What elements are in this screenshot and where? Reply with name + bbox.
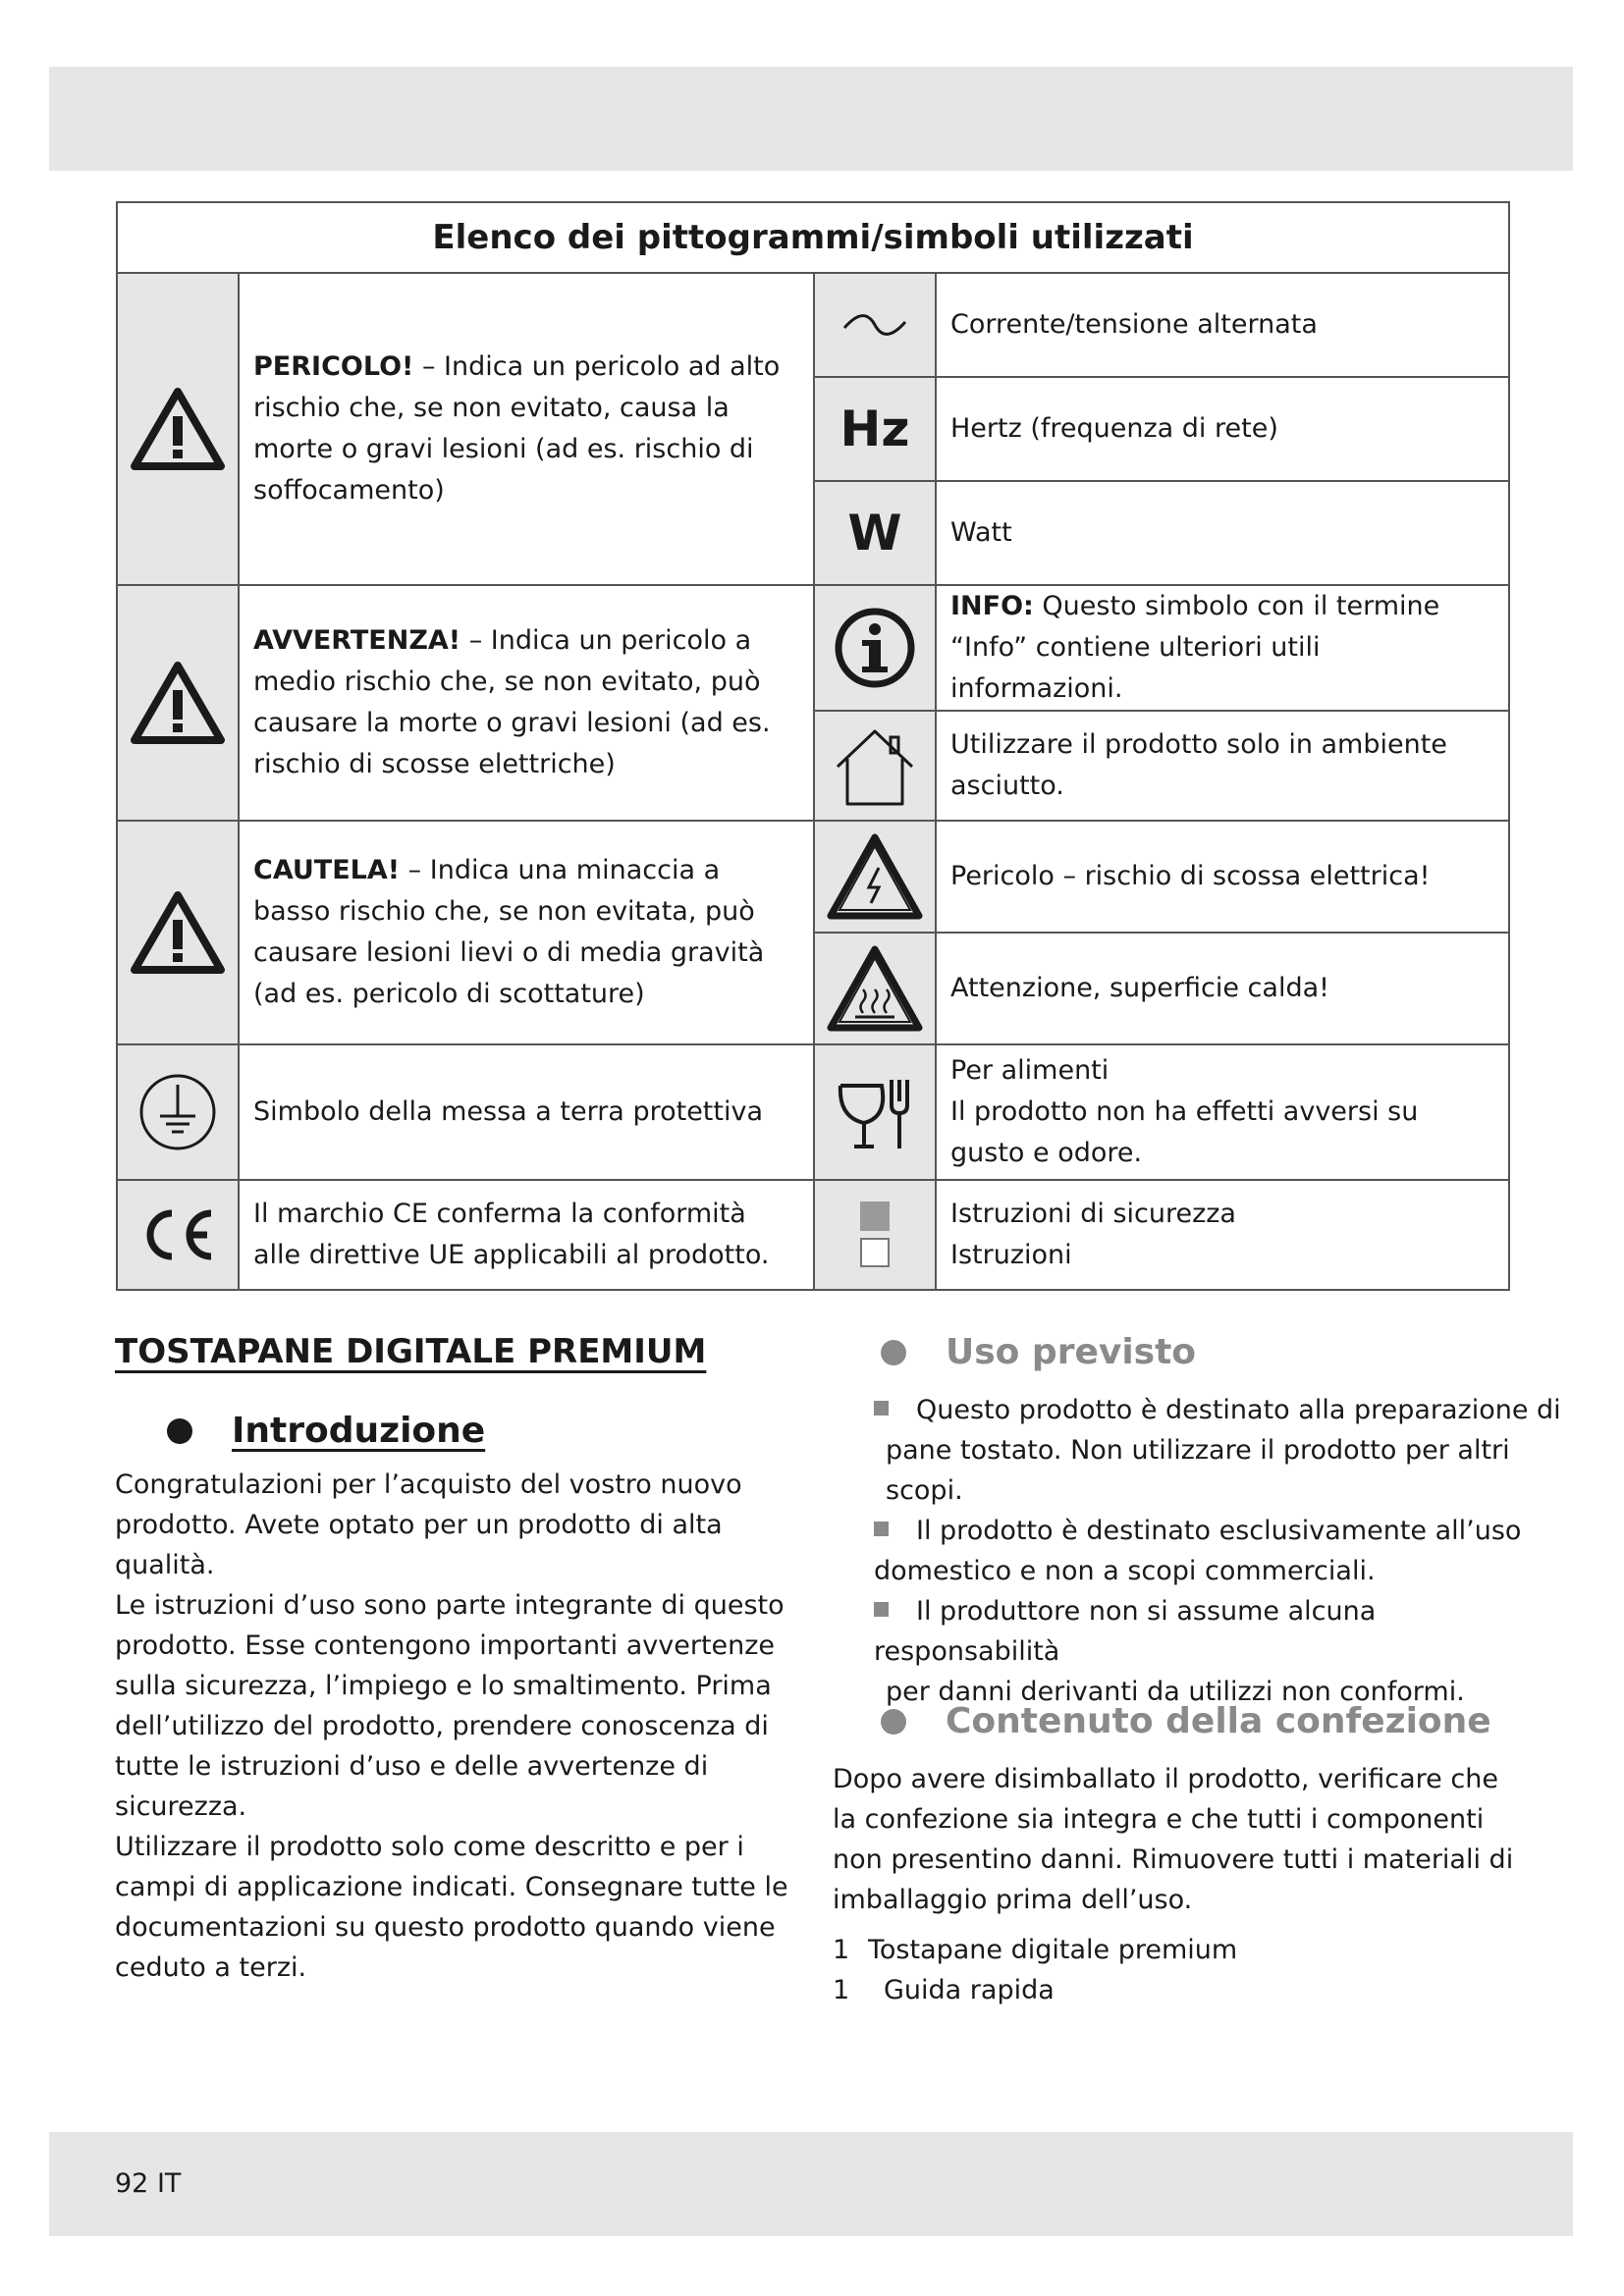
use-bullet-1: Questo prodotto è destinato alla preparazione di pane tostato. Non utilizzare il prodotto per altri scopi. <box>874 1390 1561 1511</box>
square-bullet-icon <box>874 1401 889 1415</box>
info-description: INFO: Questo simbolo con il termine “Info” contiene ulteriori utili informazioni. <box>936 585 1509 711</box>
danger-description: PERICOLO! – Indica un pericolo ad alto rischio che, se non evitato, causa la morte o gravi lesioni (ad es. rischio di soffocamento) <box>239 273 814 585</box>
instruction-squares-icon <box>814 1180 936 1290</box>
contents-item: 1 Guida rapida <box>833 1975 1055 2005</box>
use-bullet-3: Il produttore non si assume alcuna responsabilità per danni derivanti da utilizzi non conformi. <box>874 1596 1465 1707</box>
footer-band <box>49 2132 1573 2236</box>
alternating-current-icon <box>814 273 936 377</box>
package-contents-heading: Contenuto della confezione <box>881 1701 1491 1741</box>
hertz-description: Hertz (frequenza di rete) <box>936 377 1509 481</box>
watt-description: Watt <box>936 481 1509 585</box>
product-heading: TOSTAPANE DIGITALE PREMIUM <box>115 1332 707 1371</box>
page-number: 92 IT <box>115 2168 182 2199</box>
protective-earth-icon <box>117 1044 239 1180</box>
info-icon <box>814 585 936 711</box>
caution-icon <box>117 821 239 1044</box>
instructions-description: Istruzioni di sicurezza Istruzioni <box>936 1180 1509 1290</box>
square-bullet-icon <box>874 1602 889 1617</box>
indoor-description: Utilizzare il prodotto solo in ambiente asciutto. <box>936 711 1509 821</box>
shock-description: Pericolo – rischio di scossa elettrica! <box>936 821 1509 933</box>
intended-use-heading: Uso previsto <box>881 1332 1196 1372</box>
watt-icon: W <box>814 481 936 585</box>
table-title: Elenco dei pittogrammi/simboli utilizzati <box>117 202 1509 273</box>
danger-warning-icon <box>117 273 239 585</box>
header-band <box>49 67 1573 171</box>
bullet-dot-icon <box>167 1418 192 1444</box>
bullet-dot-icon <box>881 1340 906 1365</box>
hertz-icon: Hz <box>814 377 936 481</box>
intro-paragraph: Congratulazioni per l’acquisto del vostro nuovo prodotto. Avete optato per un prodotto di alta qualità. Le istruzioni d’uso sono parte integrante di questo prodotto. Esse contengono importanti avvertenze sulla sicurezza, l’impiego e lo smaltimento. Prima dell’utilizzo del prodotto, prendere conoscenza di tutte le istruzioni d’uso e delle avvertenze di sicurezza. Utilizzare il prodotto solo come descritto e per i campi di applicazione indicati. Consegnare tutte le documentazioni su questo prodotto quando viene ceduto a terzi. <box>115 1469 788 1983</box>
contents-item: 1 Tostapane digitale premium <box>833 1935 1238 1965</box>
earth-description: Simbolo della messa a terra protettiva <box>239 1044 814 1180</box>
ce-description: Il marchio CE conferma la conformità alle direttive UE applicabili al prodotto. <box>239 1180 814 1290</box>
use-bullet-2: Il prodotto è destinato esclusivamente all’uso domestico e non a scopi commerciali. <box>874 1516 1522 1586</box>
intro-heading: Introduzione <box>167 1411 485 1451</box>
contents-paragraph: Dopo avere disimballato il prodotto, verificare che la confezione sia integra e che tutti i componenti non presentino danni. Rimuovere tutti i materiali di imballaggio prima dell’uso. <box>833 1764 1514 1915</box>
warning-icon <box>117 585 239 821</box>
food-description: Per alimenti Il prodotto non ha effetti avversi su gusto e odore. <box>936 1044 1509 1180</box>
pictogram-table <box>116 201 1510 1291</box>
caution-description: CAUTELA! – Indica una minaccia a basso rischio che, se non evitata, può causare lesioni lievi o di media gravità (ad es. pericolo di scottature) <box>239 821 814 1044</box>
ce-mark-icon <box>117 1180 239 1290</box>
warning-description: AVVERTENZA! – Indica un pericolo a medio rischio che, se non evitato, può causare la morte o gravi lesioni (ad es. rischio di scosse elettriche) <box>239 585 814 821</box>
hot-surface-icon <box>814 933 936 1044</box>
square-bullet-icon <box>874 1522 889 1536</box>
ac-description: Corrente/tensione alternata <box>936 273 1509 377</box>
hot-description: Attenzione, superficie calda! <box>936 933 1509 1044</box>
electric-shock-icon <box>814 821 936 933</box>
indoor-use-icon <box>814 711 936 821</box>
bullet-dot-icon <box>881 1709 906 1735</box>
food-safe-icon <box>814 1044 936 1180</box>
